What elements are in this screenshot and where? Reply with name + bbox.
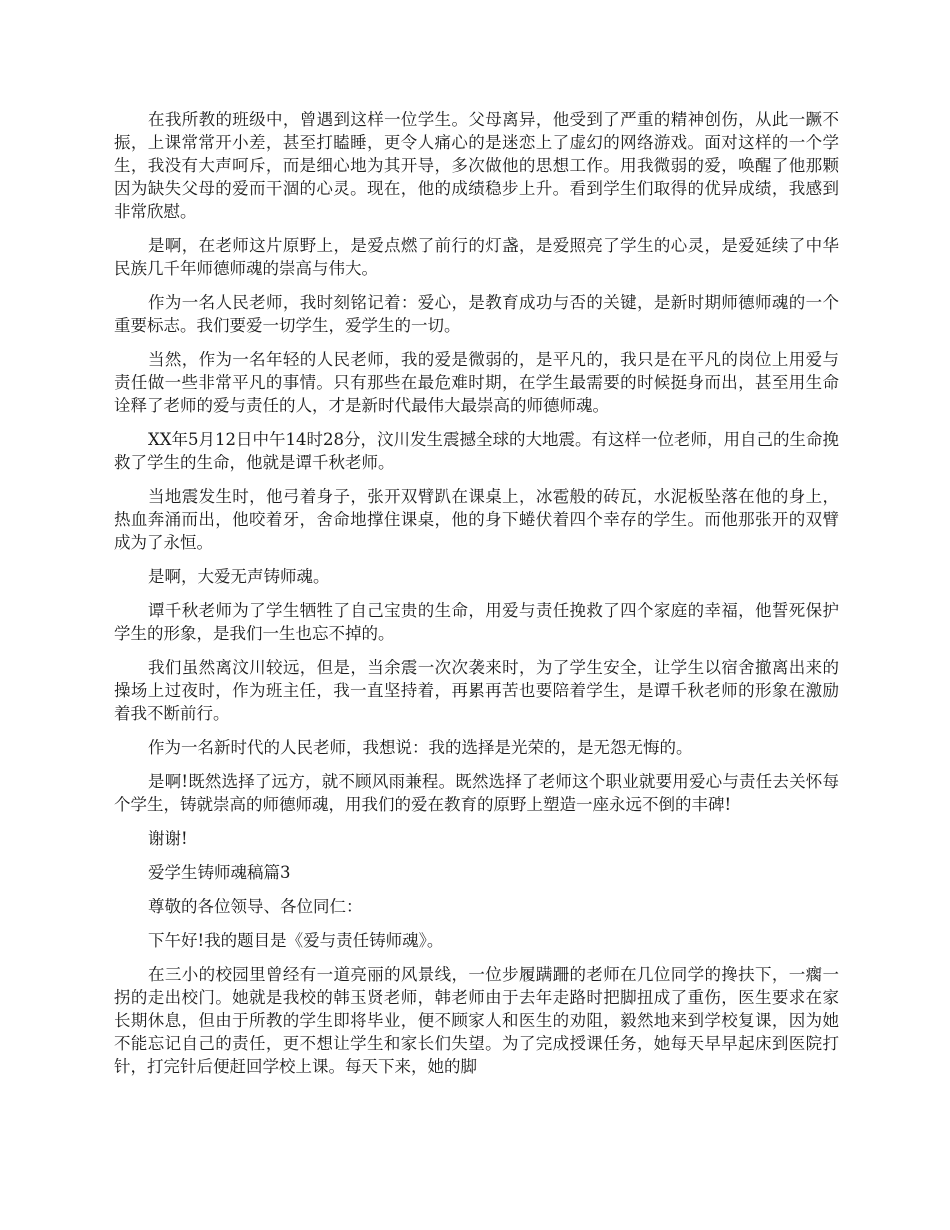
paragraph: XX年5月12日中午14时28分，汶川发生震撼全球的大地震。有这样一位老师，用自己的生命挽救了学生的生命，他就是谭千秋老师。	[114, 430, 839, 472]
paragraph: 是啊!既然选择了远方，就不顾风雨兼程。既然选择了老师这个职业就要用爱心与责任去关怀每个学生，铸就崇高的师德师魂，用我们的爱在教育的原野上塑造一座永远不倒的丰碑!	[114, 772, 839, 814]
paragraph: 在我所教的班级中，曾遇到这样一位学生。父母离异，他受到了严重的精神创伤，从此一蹶不振，上课常常开小差，甚至打瞌睡，更令人痛心的是迷恋上了虚幻的网络游戏。面对这样的一个学生，我没有大声呵斥，而是细心地为其开导，多次做他的思想工作。用我微弱的爱，唤醒了他那颗因为缺失父母的爱而干涸的心灵。现在，他的成绩稳步上升。看到学生们取得的优异成绩，我感到非常欣慰。	[114, 110, 839, 221]
paragraph: 下午好!我的题目是《爱与责任铸师魂》。	[148, 931, 444, 950]
paragraph: 我们虽然离汶川较远，但是，当余震一次次袭来时，为了学生安全，让学生以宿舍撤离出来的操场上过夜时，作为班主任，我一直坚持着，再累再苦也要陪着学生，是谭千秋老师的形象在激励着我不断前行。	[114, 658, 839, 723]
salutation: 尊敬的各位领导、各位同仁：	[148, 897, 363, 916]
paragraph: 在三小的校园里曾经有一道亮丽的风景线，一位步履蹒跚的老师在几位同学的搀扶下，一瘸一拐的走出校门。她就是我校的韩玉贤老师，韩老师由于去年走路时把脚扭成了重伤，医生要求在家长期休息，但由于所教的学生即将毕业，便不顾家人和医生的劝阻，毅然地来到学校复课，因为她不能忘记自己的责任，更不想让学生和家长们失望。为了完成授课任务，她每天早早起床到医院打针，打完针后便赶回学校上课。每天下来，她的脚	[114, 965, 839, 1076]
paragraph: 是啊，大爱无声铸师魂。	[148, 567, 330, 586]
section-heading: 爱学生铸师魂稿篇3	[148, 863, 291, 882]
paragraph: 谭千秋老师为了学生牺牲了自己宝贵的生命，用爱与责任挽救了四个家庭的幸福，他誓死保护学生的形象，是我们一生也忘不掉的。	[114, 601, 839, 643]
paragraph: 当然，作为一名年轻的人民老师，我的爱是微弱的，是平凡的，我只是在平凡的岗位上用爱与责任做一些非常平凡的事情。只有那些在最危难时期，在学生最需要的时候挺身而出，甚至用生命诠释了老师的爱与责任的人，才是新时代最伟大最崇高的师德师魂。	[114, 350, 839, 415]
document-body	[114, 108, 839, 1089]
paragraph: 当地震发生时，他弓着身子，张开双臂趴在课桌上，冰雹般的砖瓦，水泥板坠落在他的身上，热血奔涌而出，他咬着牙，舍命地撑住课桌，他的身下蜷伏着四个幸存的学生。而他那张开的双臂成为了永恒。	[114, 487, 839, 552]
paragraph: 谢谢!	[148, 829, 188, 848]
paragraph: 是啊，在老师这片原野上，是爱点燃了前行的灯盏，是爱照亮了学生的心灵，是爱延续了中华民族几千年师德师魂的崇高与伟大。	[114, 236, 839, 278]
paragraph: 作为一名新时代的人民老师，我想说：我的选择是光荣的，是无怨无悔的。	[148, 738, 693, 757]
paragraph: 作为一名人民老师，我时刻铭记着：爱心，是教育成功与否的关键，是新时期师德师魂的一个重要标志。我们要爱一切学生，爱学生的一切。	[114, 293, 839, 335]
